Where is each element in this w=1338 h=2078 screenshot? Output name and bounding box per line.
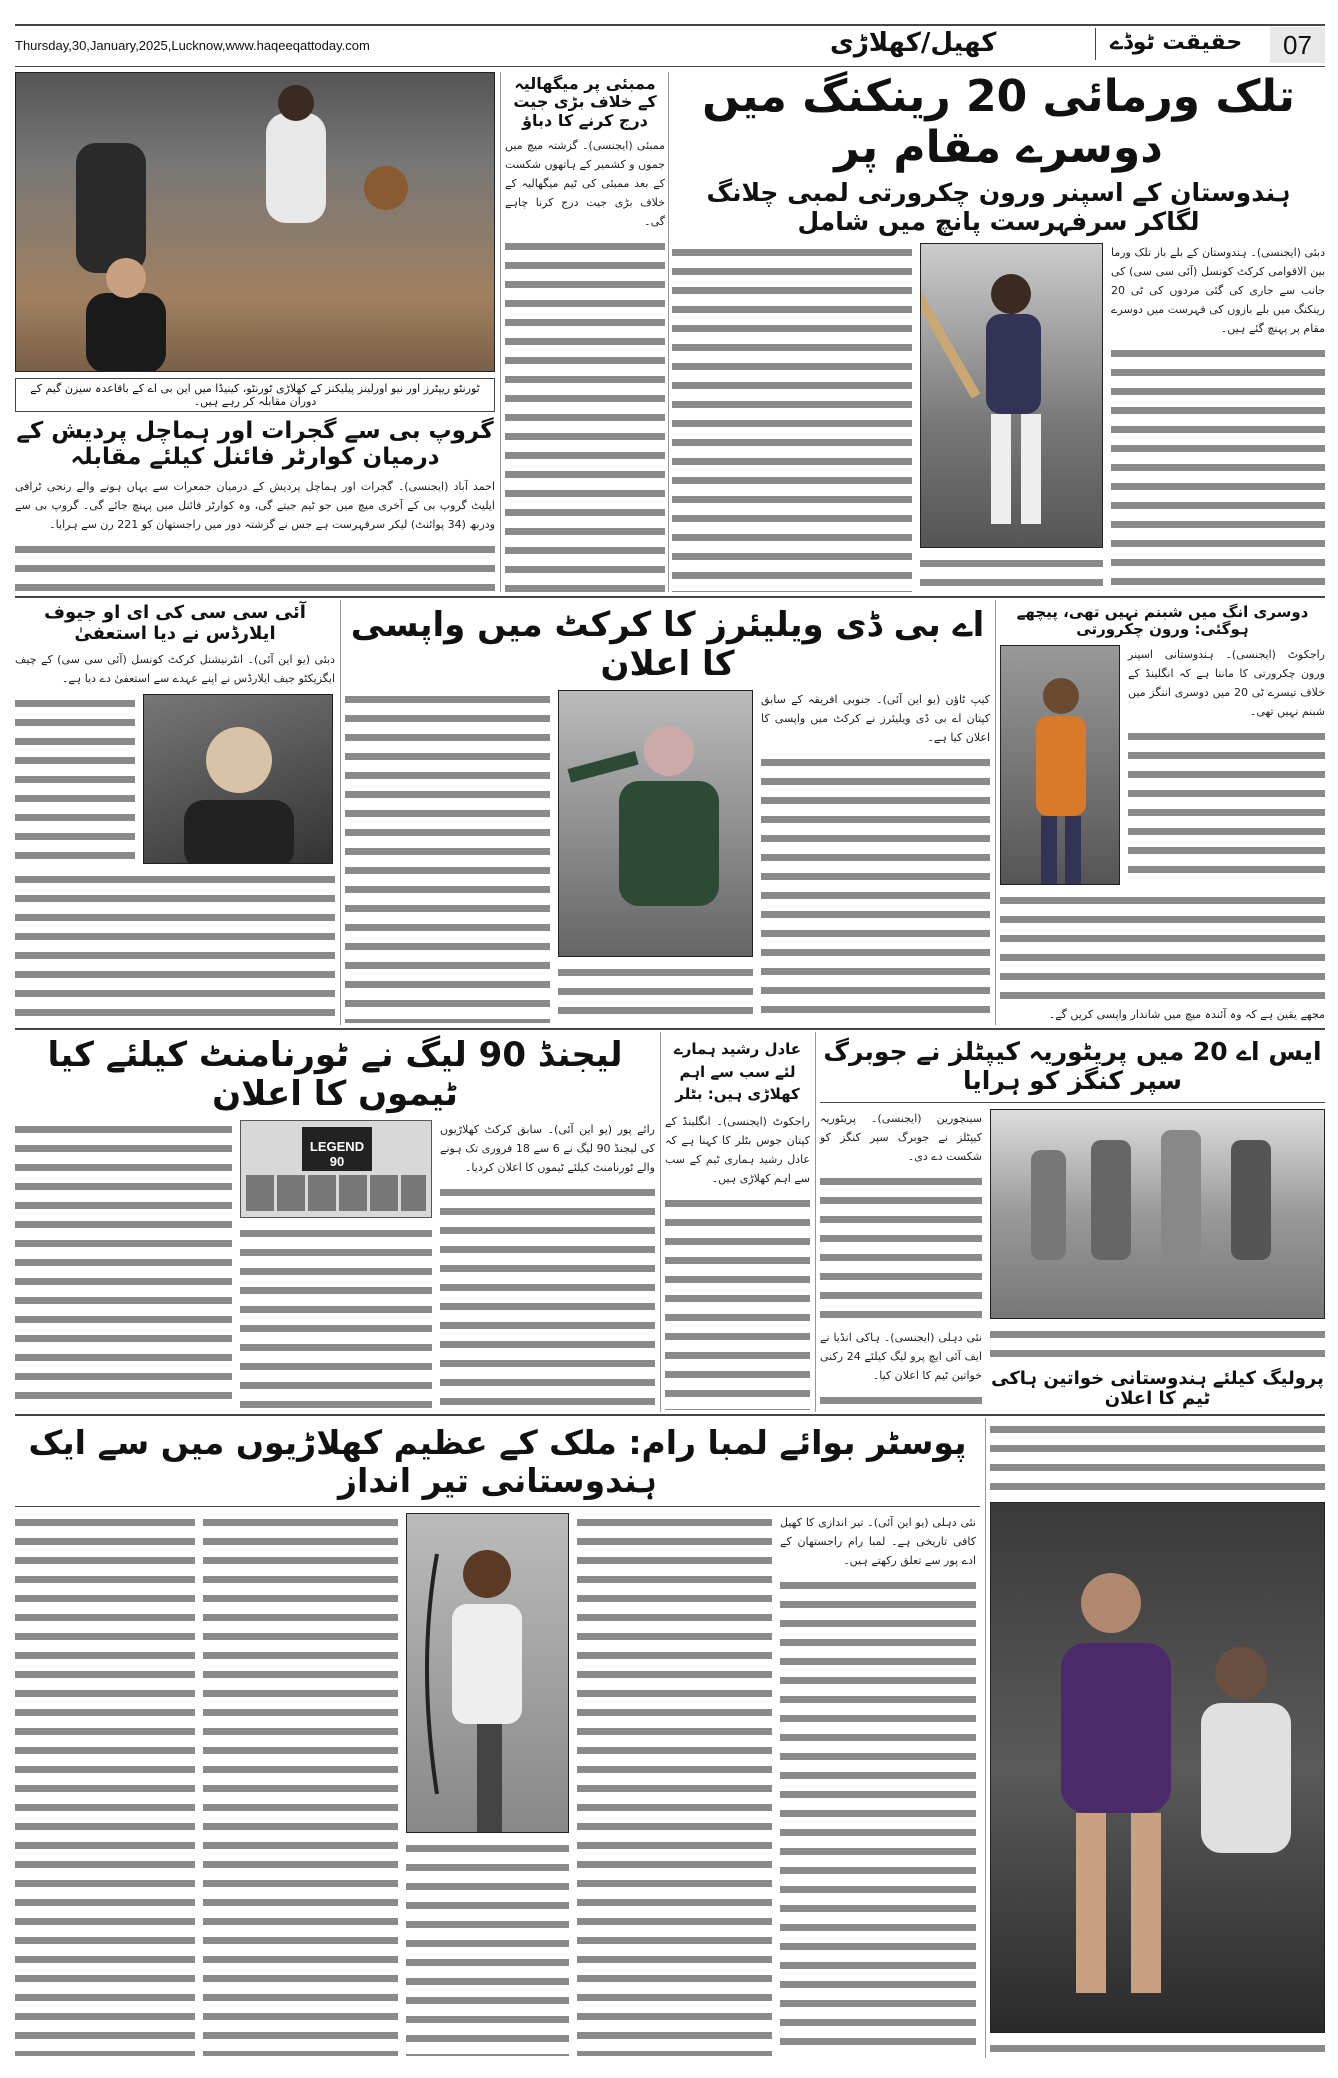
butler-body: راجکوٹ (ایجنسی)۔ انگلینڈ کے کپتان جوس بٹلر کا کہنا ہے کہ عادل رشید ہماری ٹیم کے سب سے اہم کھلاڑی ہیں۔ [665,1112,810,1188]
limbaram-headline: پوسٹر بوائے لمبا رام: ملک کے عظیم کھلاڑیوں میں سے ایک ہندوستانی تیر انداز [15,1424,980,1500]
basketball-players-illustration [16,73,495,372]
hockey-body-text [990,1420,1325,1496]
sa20-photo [990,1109,1325,1319]
section-rule [15,596,1325,598]
cricketer-illustration [559,691,753,906]
hockey-headline: پرولیگ کیلئے ہندوستانی خواتین ہاکی ٹیم کا اعلان [991,1367,1324,1410]
legend90-body: رائے پور (یو این آئی)۔ سابق کرکٹ کھلاڑیوں کی لیجنڈ 90 لیگ نے 6 سے 18 فروری تک ہونے والے ٹورنامنٹ کیلئے ٹیموں کا اعلان کردیا۔ [440,1120,655,1177]
legend90-body-text [15,1120,232,1410]
legend90-headline: لیجنڈ 90 لیگ نے ٹورنامنٹ کیلئے کیا ٹیموں کا اعلان [15,1036,655,1114]
limbaram-article [15,1424,980,2056]
devilliers-body-text [761,753,990,1023]
group-b-headline: گروپ بی سے گجرات اور ہماچل پردیش کے درمیان کوارٹر فائنل کیلئے مقابلہ [16,418,494,471]
mumbai-article [505,75,665,592]
rule [820,1102,1325,1103]
football-photo [990,1502,1325,2033]
header-top-rule [15,24,1325,26]
limbaram-archer-photo [406,1513,569,1833]
devilliers-body-text [558,963,753,1023]
limbaram-body: نئی دہلی (یو این آئی)۔ تیر اندازی کا کھیل کافی تاریخی ہے۔ لمبا رام راجستھان کے ادے پور سے تعلق رکھتے ہیں۔ [780,1513,976,1570]
varun-article [1000,604,1325,1024]
tilak-article [672,72,1325,592]
section-rule [15,1414,1325,1416]
sa20-headline: ایس اے 20 میں پریٹوریہ کیپٹلز نے جوبرگ سپر کنگز کو ہرایا [820,1038,1325,1096]
varun-chakravarthy-photo [1000,645,1120,885]
group-b-body: احمد آباد (ایجنسی)۔ گجرات اور ہماچل پردیش کے درمیان جمعرات سے یہاں ہونے والے رنجی ٹرافی ایلیٹ گروپ بی کے آخری میچ میں جو ٹیم جیتے گی، وہ کوارٹر فائنل میں پہنچ جائے گی۔ گروپ بی سے ودربھ (34 پوائنٹ) لیکر سرفہرست ہے جس نے گزشتہ دور میں راجستھان کو 221 رن سے ہرایا۔ [15,477,495,534]
limbaram-body-text [203,1513,398,2056]
tilak-body-text [1111,344,1325,592]
allardice-photo [143,694,333,864]
butler-article [665,1038,810,1410]
devilliers-article [345,606,990,1023]
devilliers-photo [558,690,753,957]
column-divider [500,72,501,592]
icc-body-text [15,870,335,1023]
varun-body-text [1000,891,1325,1000]
hockey-body-text [820,1391,982,1410]
sa20-body-text [820,1172,982,1323]
column-divider [985,1418,986,2058]
devilliers-body-text [345,690,550,1023]
column-divider [815,1032,816,1412]
varun-closing: مجھے یقین ہے کہ وہ آئندہ میچ میں شاندار واپسی کریں گے۔ [1000,1005,1325,1024]
legend90-poster [240,1120,432,1218]
column-divider [995,600,996,1025]
mumbai-body-text [505,237,665,592]
varun-headline: دوسری انگ میں شبنم نہیں تھی، پیچھے ہوگئی: ورون چکرورتی [1000,604,1325,639]
dateline: Thursday,30,January,2025,Lucknow,www.haqeeqattoday.com [15,38,370,53]
batsman-illustration [921,244,1103,548]
football-caption [990,2039,1325,2058]
butler-headline: عادل رشید ہمارے لئے سب سے اہم کھلاڑی ہیں: بٹلر [665,1038,810,1106]
column-divider [660,1032,661,1412]
sa20-body-text [990,1325,1325,1363]
icc-body-text [15,694,135,864]
header-bottom-rule [15,66,1325,67]
limbaram-body-text [406,1839,569,2056]
person-illustration [144,695,333,864]
masthead-logo: حقیقت ٹوڈے [1110,30,1243,55]
group-b-article [15,72,495,592]
legend90-body-text [440,1183,655,1410]
hockey-body: نئی دہلی (ایجنسی)۔ ہاکی انڈیا نے ایف آئی ایچ پرو لیگ کیلئے 24 رکنی خواتین ٹیم کا اعلان کیا۔ [820,1328,982,1385]
icc-article [15,603,335,1023]
tilak-body-text [672,243,912,592]
butler-body-text [665,1194,810,1411]
players-row-image [246,1175,426,1211]
group-b-body-text [15,540,495,592]
tilak-body-text [920,554,1103,592]
sa20-body: سینچورین (ایجنسی)۔ پریٹوریہ کیپٹلز نے جوبرگ سپر کنگز کو شکست دے دی۔ [820,1109,982,1166]
limbaram-body-text [577,1513,772,2056]
page-number: 07 [1270,27,1325,63]
limbaram-body-text [780,1576,976,2056]
archer-illustration [407,1514,569,1833]
tilak-body: دبئی (ایجنسی)۔ ہندوستان کے بلے باز تلک ورما بین الاقوامی کرکٹ کونسل (آئی سی سی) کی جانب سے جاری کی گئی مردوں کی ٹی 20 رینکنگ میں بلے بازوں کی فہرست میں دوسرے مقام پر پہنچ گئے ہیں۔ [1111,243,1325,338]
column-divider [668,72,669,592]
varun-body-text [1128,727,1325,885]
limbaram-body-text [15,1513,195,2056]
section-title: کھیل/کھلاڑی [830,28,997,58]
section-rule [15,1028,1325,1030]
icc-body: دبئی (یو این آئی)۔ انٹرنیشنل کرکٹ کونسل (آئی سی سی) کے چیف ایگزیکٹو جیف ایلارڈس نے اپنے عہدے سے استعفیٰ دے دیا ہے۔ [15,650,335,688]
legend90-body-text [240,1224,432,1410]
bowler-illustration [1001,646,1120,885]
column-divider [340,600,341,1025]
tilak-headline: تلک ورمائی 20 رینکنگ میں دوسرے مقام پر [672,72,1325,173]
footballers-illustration [991,1503,1325,2033]
basketball-photo [15,72,495,372]
tilak-subheadline: ہندوستان کے اسپنر ورون چکرورتی لمبی چلانگ لگاکر سرفہرست پانچ میں شامل [672,179,1325,237]
devilliers-body: کیپ ٹاؤن (یو این آئی)۔ جنوبی افریقہ کے سابق کپتان اے بی ڈی ویلیئرز نے کرکٹ میں واپسی کا اعلان کیا ہے۔ [761,690,990,747]
legend90-article [15,1036,655,1410]
mumbai-headline: ممبئی پر میگھالیہ کے خلاف بڑی جیت درج کرنے کا دباؤ [505,75,665,130]
icc-headline: آئی سی سی کی ای او جیوف ایلارڈس نے دیا استعفیٰ [15,603,335,644]
mumbai-body: ممبئی (ایجنسی)۔ گزشتہ میچ میں جموں و کشمیر کے ہاتھوں شکست کے بعد ممبئی کی ٹیم میگھالیہ کے خلاف بڑی جیت درج کرنا چاہے گی۔ [505,136,665,231]
sa20-article [820,1038,1325,1410]
football-column [990,1420,1325,2058]
legend90-logo: LEGEND 90 [302,1127,372,1171]
divider [1095,28,1096,60]
basketball-caption: ٹورنٹو ریپٹرز اور نیو اورلینز پیلیکنز کے کھلاڑی ٹورنٹو، کینیڈا میں این بی اے کے باقاعدہ سیزن گیم کے دوران مقابلہ کر رہے ہیں۔ [15,378,495,412]
devilliers-headline: اے بی ڈی ویلیئرز کا کرکٹ میں واپسی کا اعلان [345,606,990,684]
cricketers-celebrating-illustration [991,1110,1325,1290]
varun-body: راجکوٹ (ایجنسی)۔ ہندوستانی اسپنر ورون چکرورتی کا ماننا ہے کہ انگلینڈ کے خلاف تیسرے ٹی 20 میں دوسری اننگز میں شبنم نہیں تھی۔ [1128,645,1325,721]
rule [15,1506,980,1507]
tilak-varma-photo [920,243,1103,548]
